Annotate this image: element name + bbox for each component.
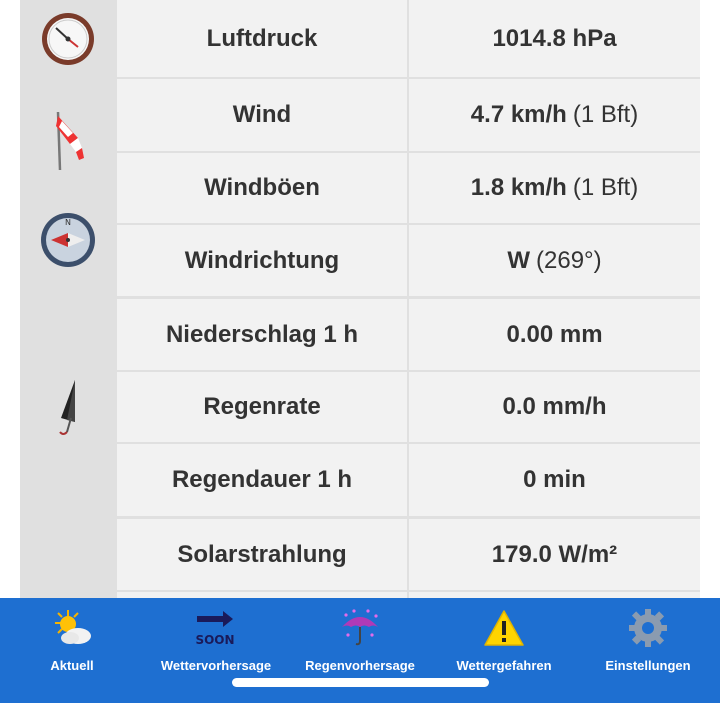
tab-regenvorhersage[interactable]	[295, 598, 425, 678]
row-value	[409, 444, 700, 516]
tab-label: Aktuell	[50, 658, 94, 673]
value-main: 4.7 km/h	[470, 101, 567, 128]
row-label: Windrichtung	[117, 225, 407, 296]
umbrella-icon	[53, 378, 83, 438]
value-secondary: (1 Bft)	[572, 101, 639, 128]
solar-group	[20, 519, 700, 600]
wind-icon-cell	[20, 79, 115, 296]
barometer-icon	[40, 11, 96, 67]
pressure-group	[20, 0, 700, 77]
row-value	[409, 519, 700, 590]
compass-icon	[39, 211, 97, 269]
weather-data-table	[20, 0, 700, 600]
rain-group	[20, 299, 700, 516]
wind-group	[20, 79, 700, 296]
value-main: 1.8 km/h	[470, 174, 567, 201]
bottom-tab-bar	[0, 598, 720, 703]
table-row	[117, 0, 700, 77]
row-label: Wind	[117, 79, 407, 151]
table-row	[117, 225, 700, 296]
value-main: 0 min	[523, 466, 586, 493]
value-main: W	[507, 246, 531, 274]
value-main: 0.00 mm	[506, 320, 603, 348]
row-value	[409, 299, 700, 370]
solar-icon-cell	[20, 519, 115, 600]
tab-einstellungen[interactable]	[583, 598, 713, 678]
row-label: Niederschlag 1 h	[117, 299, 407, 370]
rain-umbrella-icon	[338, 607, 382, 649]
row-label: Regendauer 1 h	[117, 444, 407, 516]
tab-wettervorhersage[interactable]	[151, 598, 281, 678]
value-main: 0.0 mm/h	[502, 393, 607, 420]
table-row	[117, 444, 700, 516]
row-value	[409, 153, 700, 223]
table-row	[117, 299, 700, 370]
tab-label: Regenvorhersage	[305, 658, 415, 673]
row-value	[409, 79, 700, 151]
soon-arrow-icon	[193, 608, 239, 648]
pressure-icon-cell	[20, 0, 115, 77]
value-secondary: (1 Bft)	[572, 174, 639, 201]
home-indicator[interactable]	[232, 678, 489, 687]
rain-icon-cell	[20, 299, 115, 516]
soon-text: SOON	[195, 633, 235, 647]
tab-wettergefahren[interactable]	[439, 598, 569, 678]
value-main: 1014.8 hPa	[492, 24, 617, 52]
value-main: 179.0 W/m²	[491, 540, 618, 568]
tab-label: Wettervorhersage	[160, 658, 272, 673]
tab-aktuell[interactable]	[7, 598, 137, 678]
table-row	[117, 372, 700, 442]
table-row	[117, 153, 700, 223]
warning-icon	[482, 608, 526, 648]
tab-label: Wettergefahren	[456, 658, 552, 673]
tab-label: Einstellungen	[605, 658, 691, 673]
windsock-icon	[46, 108, 90, 172]
row-value	[409, 225, 700, 296]
table-row	[117, 79, 700, 151]
row-value	[409, 372, 700, 442]
row-label: Regenrate	[117, 372, 407, 442]
table-row	[117, 519, 700, 590]
row-label: Solarstrahlung	[117, 519, 407, 590]
gear-icon	[626, 607, 670, 649]
svg-text:N: N	[64, 217, 71, 227]
row-label: Windböen	[117, 153, 407, 223]
row-value	[409, 0, 700, 77]
sun-cloud-icon	[50, 608, 94, 648]
value-secondary: (269°)	[536, 246, 602, 274]
row-label: Luftdruck	[117, 0, 407, 77]
